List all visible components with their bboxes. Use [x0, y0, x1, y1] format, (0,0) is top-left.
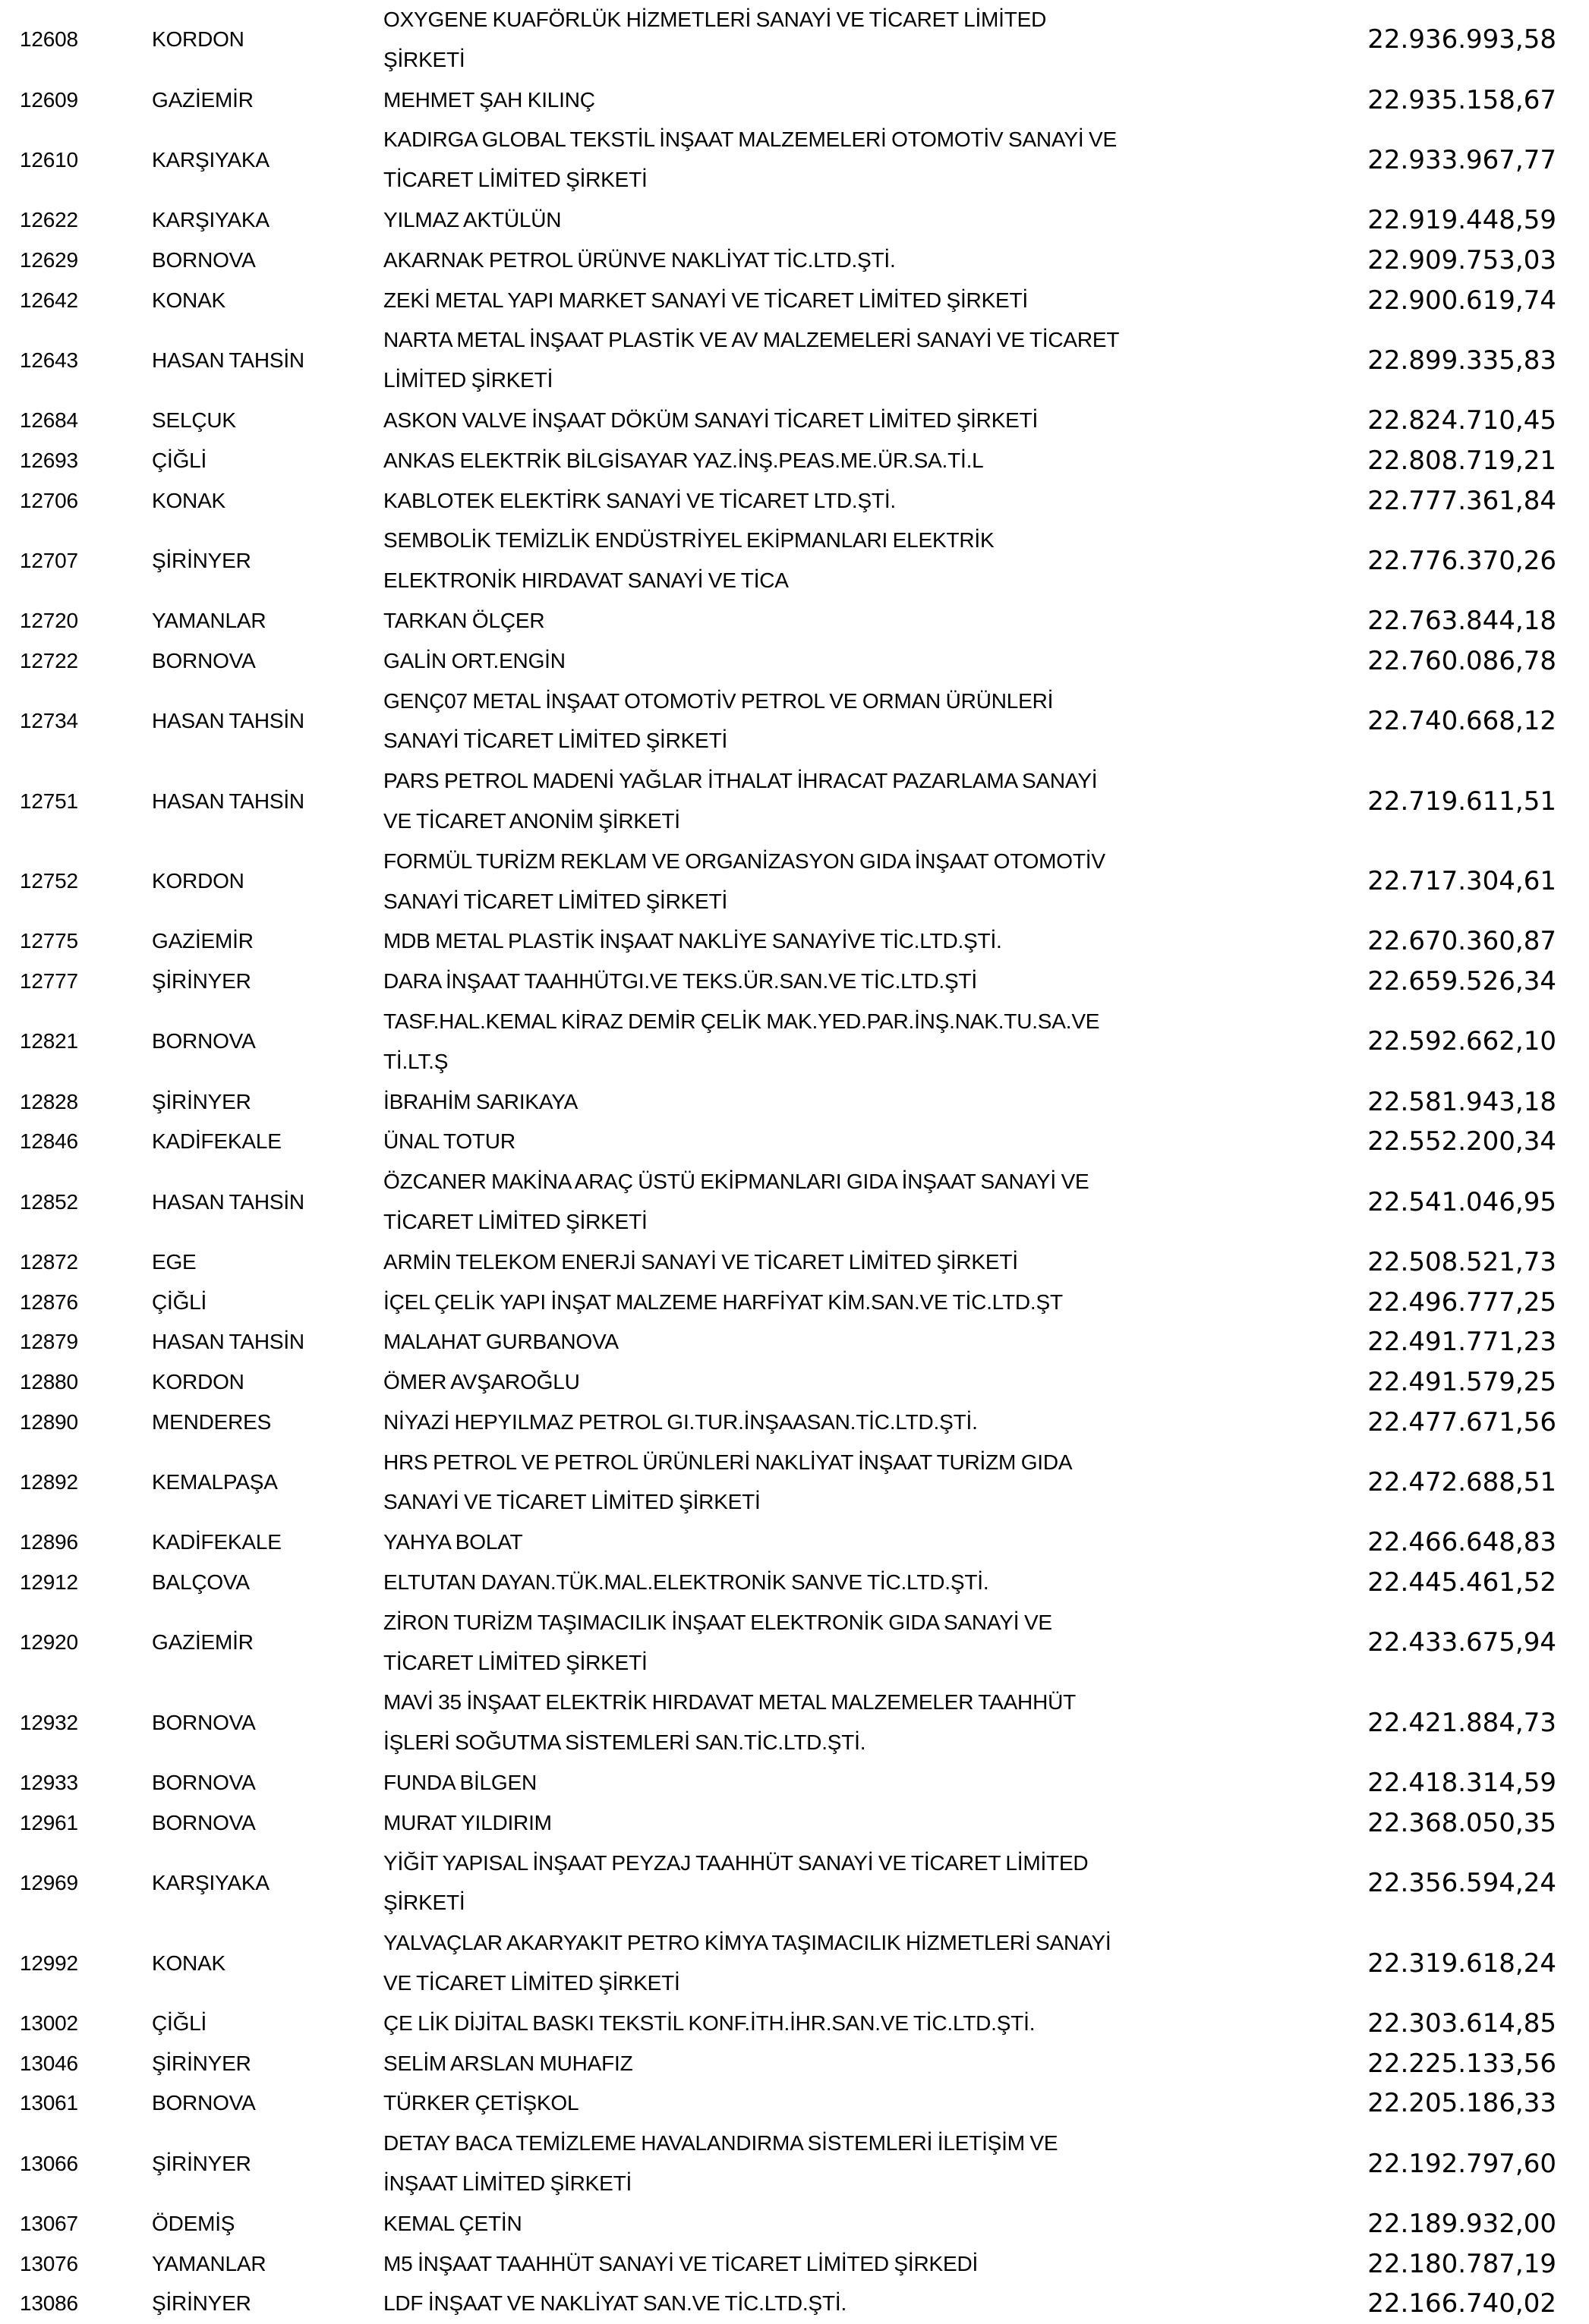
rank-cell: 12608	[20, 27, 78, 52]
amount-cell: 22.303.614,85	[1367, 2008, 1556, 2039]
tax-office-cell: KONAK	[152, 288, 226, 312]
table-row	[0, 1923, 1589, 2004]
amount-cell: 22.900.619,74	[1367, 285, 1556, 316]
taxpayer-name-cell: GENÇ07 METAL İNŞAAT OTOMOTİV PETROL VE ORMAN ÜRÜNLERİ SANAYİ TİCARET LİMİTED ŞİRKETİ	[383, 688, 1054, 753]
tax-office-cell: ŞİRİNYER	[152, 1089, 251, 1113]
table-row	[0, 401, 1589, 441]
amount-cell: 22.496.777,25	[1367, 1286, 1556, 1318]
rank-cell: 12707	[20, 548, 78, 572]
tax-office-cell: BORNOVA	[152, 1710, 256, 1734]
table-row	[0, 1122, 1589, 1162]
taxpayer-name-cell: ANKAS ELEKTRİK BİLGİSAYAR YAZ.İNŞ.PEAS.ME.ÜR.SA.Tİ.L	[383, 448, 984, 472]
table-row	[0, 962, 1589, 1002]
tax-office-cell: EGE	[152, 1249, 197, 1274]
tax-office-cell: ŞİRİNYER	[152, 548, 251, 572]
tax-office-cell: KONAK	[152, 488, 226, 512]
taxpayer-name-cell: ÇE LİK DİJİTAL BASKI TEKSTİL KONF.İTH.İHR.SAN.VE TİC.LTD.ŞTİ.	[383, 2011, 1036, 2035]
amount-cell: 22.581.943,18	[1367, 1086, 1556, 1117]
taxpayer-name-cell: ZİRON TURİZM TAŞIMACILIK İNŞAAT ELEKTRONİK GIDA SANAYİ VE TİCARET LİMİTED ŞİRKETİ	[383, 1610, 1052, 1674]
table-row	[0, 682, 1589, 762]
tax-office-cell: KORDON	[152, 869, 244, 893]
taxpayer-name-cell: MDB METAL PLASTİK İNŞAAT NAKLİYE SANAYİVE TİC.LTD.ŞTİ.	[383, 929, 1002, 953]
tax-office-cell: ŞİRİNYER	[152, 969, 251, 994]
taxpayer-name-cell: ASKON VALVE İNŞAAT DÖKÜM SANAYİ TİCARET LİMİTED ŞİRKETİ	[383, 408, 1039, 432]
taxpayer-name-cell: ELTUTAN DAYAN.TÜK.MAL.ELEKTRONİK SANVE TİC.LTD.ŞTİ.	[383, 1570, 989, 1595]
tax-office-cell: KARŞIYAKA	[152, 1871, 270, 1895]
amount-cell: 22.180.787,19	[1367, 2248, 1556, 2279]
rank-cell: 13061	[20, 2091, 78, 2115]
rank-cell: 12846	[20, 1129, 78, 1154]
tax-office-cell: BORNOVA	[152, 648, 256, 672]
rank-cell: 12932	[20, 1710, 78, 1734]
rank-cell: 12821	[20, 1029, 78, 1053]
rank-cell: 13067	[20, 2211, 78, 2235]
table-row	[0, 921, 1589, 962]
tax-office-cell: BALÇOVA	[152, 1570, 250, 1595]
table-row	[0, 2284, 1589, 2324]
table-row	[0, 1603, 1589, 1683]
tax-office-cell: GAZİEMİR	[152, 1630, 254, 1655]
tax-office-cell: BORNOVA	[152, 1771, 256, 1795]
rank-cell: 12852	[20, 1189, 78, 1214]
table-row	[0, 601, 1589, 641]
table-row	[0, 2044, 1589, 2084]
tax-office-cell: BORNOVA	[152, 1810, 256, 1834]
rank-cell: 12775	[20, 929, 78, 953]
amount-cell: 22.808.719,21	[1367, 445, 1556, 476]
taxpayer-name-cell: YAHYA BOLAT	[383, 1530, 523, 1554]
rank-cell: 12872	[20, 1249, 78, 1274]
amount-cell: 22.592.662,10	[1367, 1026, 1556, 1057]
tax-office-cell: KORDON	[152, 27, 244, 52]
amount-cell: 22.763.844,18	[1367, 605, 1556, 636]
table-row	[0, 120, 1589, 200]
tax-office-cell: YAMANLAR	[152, 608, 266, 632]
taxpayer-name-cell: FORMÜL TURİZM REKLAM VE ORGANİZASYON GIDA İNŞAAT OTOMOTİV SANAYİ TİCARET LİMİTED ŞİRKETİ	[383, 849, 1105, 913]
tax-office-cell: BORNOVA	[152, 247, 256, 272]
rank-cell: 12992	[20, 1951, 78, 1975]
amount-cell: 22.777.361,84	[1367, 485, 1556, 516]
rank-cell: 12622	[20, 207, 78, 231]
tax-office-cell: GAZİEMİR	[152, 87, 254, 112]
amount-cell: 22.933.967,77	[1367, 144, 1556, 175]
amount-cell: 22.445.461,52	[1367, 1567, 1556, 1598]
taxpayer-name-cell: MURAT YILDIRIM	[383, 1810, 552, 1834]
tax-office-cell: KARŞIYAKA	[152, 147, 270, 172]
rank-cell: 13066	[20, 2151, 78, 2175]
taxpayer-name-cell: TARKAN ÖLÇER	[383, 608, 545, 632]
amount-cell: 22.192.797,60	[1367, 2148, 1556, 2179]
taxpayer-name-cell: PARS PETROL MADENİ YAĞLAR İTHALAT İHRACAT PAZARLAMA SANAYİ VE TİCARET ANONİM ŞİRKETİ	[383, 769, 1098, 833]
taxpayer-name-cell: OXYGENE KUAFÖRLÜK HİZMETLERİ SANAYİ VE TİCARET LİMİTED ŞİRKETİ	[383, 8, 1047, 71]
tax-office-cell: ÇİĞLİ	[152, 1290, 207, 1314]
table-row	[0, 320, 1589, 401]
rank-cell: 12892	[20, 1470, 78, 1494]
amount-cell: 22.421.884,73	[1367, 1707, 1556, 1738]
rank-cell: 12610	[20, 147, 78, 172]
tax-office-cell: KARŞIYAKA	[152, 207, 270, 231]
table-row	[0, 1443, 1589, 1523]
rank-cell: 12642	[20, 288, 78, 312]
table-row	[0, 521, 1589, 601]
taxpayer-name-cell: KEMAL ÇETİN	[383, 2211, 522, 2235]
taxpayer-name-cell: NARTA METAL İNŞAAT PLASTİK VE AV MALZEMELERİ SANAYİ VE TİCARET LİMİTED ŞİRKETİ	[383, 328, 1119, 392]
rank-cell: 12969	[20, 1871, 78, 1895]
table-row	[0, 1242, 1589, 1283]
amount-cell: 22.189.932,00	[1367, 2208, 1556, 2239]
taxpayer-name-cell: MAVİ 35 İNŞAAT ELEKTRİK HIRDAVAT METAL MALZEMELER TAAHHÜT İŞLERİ SOĞUTMA SİSTEMLERİ SAN.TİC.LTD.ŞTİ.	[383, 1690, 1076, 1755]
rank-cell: 12752	[20, 869, 78, 893]
table-row	[0, 1002, 1589, 1082]
table-row	[0, 241, 1589, 281]
taxpayer-name-cell: SEMBOLİK TEMİZLİK ENDÜSTRİYEL EKİPMANLARI ELEKTRİK ELEKTRONİK HIRDAVAT SANAYİ VE TİCA	[383, 528, 995, 593]
table-row	[0, 2244, 1589, 2285]
taxpayer-name-cell: AKARNAK PETROL ÜRÜNVE NAKLİYAT TİC.LTD.ŞTİ.	[383, 247, 896, 272]
rank-cell: 12751	[20, 789, 78, 813]
amount-cell: 22.719.611,51	[1367, 786, 1556, 817]
table-row	[0, 2204, 1589, 2244]
rank-cell: 12880	[20, 1370, 78, 1394]
taxpayer-name-cell: FUNDA BİLGEN	[383, 1771, 537, 1795]
amount-cell: 22.477.671,56	[1367, 1406, 1556, 1438]
amount-cell: 22.670.360,87	[1367, 926, 1556, 957]
amount-cell: 22.919.448,59	[1367, 204, 1556, 235]
tax-office-cell: ŞİRİNYER	[152, 2051, 251, 2075]
amount-cell: 22.368.050,35	[1367, 1807, 1556, 1838]
taxpayer-name-cell: TÜRKER ÇETİŞKOL	[383, 2091, 579, 2115]
table-row	[0, 1763, 1589, 1803]
table-row	[0, 1403, 1589, 1443]
taxpayer-name-cell: ARMİN TELEKOM ENERJİ SANAYİ VE TİCARET LİMİTED ŞİRKETİ	[383, 1249, 1018, 1274]
rank-cell: 12643	[20, 348, 78, 372]
tax-office-cell: ÖDEMİŞ	[152, 2211, 235, 2235]
tax-office-cell: HASAN TAHSİN	[152, 708, 304, 732]
table-row	[0, 1162, 1589, 1242]
table-row	[0, 1283, 1589, 1323]
rank-cell: 12629	[20, 247, 78, 272]
amount-cell: 22.936.993,58	[1367, 24, 1556, 55]
amount-cell: 22.552.200,34	[1367, 1126, 1556, 1157]
table-row	[0, 2124, 1589, 2204]
tax-office-cell: ŞİRİNYER	[152, 2151, 251, 2175]
taxpayer-name-cell: MALAHAT GURBANOVA	[383, 1330, 619, 1354]
taxpayer-name-cell: İBRAHİM SARIKAYA	[383, 1089, 579, 1113]
tax-office-cell: HASAN TAHSİN	[152, 1189, 304, 1214]
table-row	[0, 1322, 1589, 1362]
amount-cell: 22.717.304,61	[1367, 866, 1556, 897]
amount-cell: 22.418.314,59	[1367, 1768, 1556, 1799]
rank-cell: 12609	[20, 87, 78, 112]
rank-cell: 13076	[20, 2251, 78, 2275]
tax-office-cell: MENDERES	[152, 1409, 272, 1434]
rank-cell: 12879	[20, 1330, 78, 1354]
tax-office-cell: KORDON	[152, 1370, 244, 1394]
rank-cell: 12920	[20, 1630, 78, 1655]
taxpayer-name-cell: YALVAÇLAR AKARYAKIT PETRO KİMYA TAŞIMACILIK HİZMETLERİ SANAYİ VE TİCARET LİMİTED ŞİRKETİ	[383, 1931, 1111, 1995]
rank-cell: 12876	[20, 1290, 78, 1314]
tax-office-cell: YAMANLAR	[152, 2251, 266, 2275]
table-row	[0, 641, 1589, 682]
table-row	[0, 481, 1589, 521]
tax-office-cell: HASAN TAHSİN	[152, 1330, 304, 1354]
tax-office-cell: KONAK	[152, 1951, 226, 1975]
taxpayer-name-cell: İÇEL ÇELİK YAPI İNŞAT MALZEME HARFİYAT KİM.SAN.VE TİC.LTD.ŞT	[383, 1290, 1063, 1314]
tax-office-cell: ÇİĞLİ	[152, 2011, 207, 2035]
tax-office-cell: KADİFEKALE	[152, 1530, 282, 1554]
rank-cell: 12720	[20, 608, 78, 632]
amount-cell: 22.472.688,51	[1367, 1467, 1556, 1498]
tax-office-cell: ÇİĞLİ	[152, 448, 207, 472]
amount-cell: 22.491.579,25	[1367, 1367, 1556, 1398]
rank-cell: 12912	[20, 1570, 78, 1595]
amount-cell: 22.166.740,02	[1367, 2288, 1556, 2319]
tax-office-cell: HASAN TAHSİN	[152, 789, 304, 813]
table-row	[0, 1082, 1589, 1123]
amount-cell: 22.225.133,56	[1367, 2048, 1556, 2079]
amount-cell: 22.760.086,78	[1367, 645, 1556, 676]
rank-cell: 12961	[20, 1810, 78, 1834]
table-row	[0, 0, 1589, 80]
taxpayer-name-cell: LDF İNŞAAT VE NAKLİYAT SAN.VE TİC.LTD.ŞTİ.	[383, 2291, 847, 2316]
rank-cell: 12890	[20, 1409, 78, 1434]
table-row	[0, 842, 1589, 922]
taxpayer-name-cell: KADIRGA GLOBAL TEKSTİL İNŞAAT MALZEMELERİ OTOMOTİV SANAYİ VE TİCARET LİMİTED ŞİRKETİ	[383, 128, 1117, 192]
table-row	[0, 281, 1589, 321]
table-row	[0, 1803, 1589, 1844]
table-row	[0, 2083, 1589, 2124]
tax-office-cell: GAZİEMİR	[152, 929, 254, 953]
taxpayer-name-cell: ZEKİ METAL YAPI MARKET SANAYİ VE TİCARET LİMİTED ŞİRKETİ	[383, 288, 1029, 312]
table-row	[0, 761, 1589, 842]
rank-cell: 12684	[20, 408, 78, 432]
amount-cell: 22.356.594,24	[1367, 1868, 1556, 1899]
taxpayer-name-cell: GALİN ORT.ENGİN	[383, 648, 566, 672]
tax-office-cell: ŞİRİNYER	[152, 2291, 251, 2316]
rank-cell: 12933	[20, 1771, 78, 1795]
amount-cell: 22.205.186,33	[1367, 2088, 1556, 2119]
rank-cell: 12777	[20, 969, 78, 994]
table-row	[0, 1523, 1589, 1563]
taxpayer-name-cell: DARA İNŞAAT TAAHHÜTGI.VE TEKS.ÜR.SAN.VE TİC.LTD.ŞTİ	[383, 969, 977, 994]
tax-office-cell: KEMALPAŞA	[152, 1470, 278, 1494]
tax-office-cell: BORNOVA	[152, 1029, 256, 1053]
amount-cell: 22.659.526,34	[1367, 966, 1556, 997]
taxpayer-name-cell: NİYAZİ HEPYILMAZ PETROL GI.TUR.İNŞAASAN.TİC.LTD.ŞTİ.	[383, 1409, 978, 1434]
tax-office-cell: SELÇUK	[152, 408, 236, 432]
rank-cell: 12693	[20, 448, 78, 472]
taxpayer-name-cell: HRS PETROL VE PETROL ÜRÜNLERİ NAKLİYAT İNŞAAT TURİZM GIDA SANAYİ VE TİCARET LİMİTED ŞİRKETİ	[383, 1450, 1071, 1514]
table-row	[0, 200, 1589, 241]
amount-cell: 22.491.771,23	[1367, 1327, 1556, 1358]
tax-office-cell: KADİFEKALE	[152, 1129, 282, 1154]
amount-cell: 22.899.335,83	[1367, 345, 1556, 376]
amount-cell: 22.740.668,12	[1367, 705, 1556, 736]
table-row	[0, 80, 1589, 121]
table-row	[0, 1844, 1589, 1924]
tax-office-cell: BORNOVA	[152, 2091, 256, 2115]
taxpayer-name-cell: ÖMER AVŞAROĞLU	[383, 1370, 580, 1394]
amount-cell: 22.909.753,03	[1367, 244, 1556, 276]
taxpayer-name-cell: SELİM ARSLAN MUHAFIZ	[383, 2051, 633, 2075]
rank-cell: 12828	[20, 1089, 78, 1113]
taxpayer-name-cell: ÖZCANER MAKİNA ARAÇ ÜSTÜ EKİPMANLARI GIDA İNŞAAT SANAYİ VE TİCARET LİMİTED ŞİRKETİ	[383, 1170, 1089, 1233]
table-row	[0, 1563, 1589, 1603]
amount-cell: 22.935.158,67	[1367, 84, 1556, 115]
amount-cell: 22.776.370,26	[1367, 545, 1556, 576]
amount-cell: 22.319.618,24	[1367, 1948, 1556, 1979]
rank-cell: 12722	[20, 648, 78, 672]
table-row	[0, 441, 1589, 481]
taxpayer-name-cell: DETAY BACA TEMİZLEME HAVALANDIRMA SİSTEMLERİ İLETİŞİM VE İNŞAAT LİMİTED ŞİRKETİ	[383, 2131, 1058, 2196]
taxpayer-name-cell: MEHMET ŞAH KILINÇ	[383, 87, 595, 112]
rank-cell: 13086	[20, 2291, 78, 2316]
tax-office-cell: HASAN TAHSİN	[152, 348, 304, 372]
amount-cell: 22.508.521,73	[1367, 1246, 1556, 1277]
amount-cell: 22.541.046,95	[1367, 1186, 1556, 1217]
amount-cell: 22.466.648,83	[1367, 1527, 1556, 1558]
table-row	[0, 2004, 1589, 2044]
amount-cell: 22.433.675,94	[1367, 1627, 1556, 1658]
rank-cell: 12896	[20, 1530, 78, 1554]
taxpayer-name-cell: ÜNAL TOTUR	[383, 1129, 515, 1154]
taxpayer-name-cell: M5 İNŞAAT TAAHHÜT SANAYİ VE TİCARET LİMİTED ŞİRKEDİ	[383, 2251, 979, 2275]
taxpayer-name-cell: KABLOTEK ELEKTİRK SANAYİ VE TİCARET LTD.ŞTİ.	[383, 488, 896, 512]
rank-cell: 13046	[20, 2051, 78, 2075]
taxpayer-name-cell: YILMAZ AKTÜLÜN	[383, 207, 562, 231]
rank-cell: 12706	[20, 488, 78, 512]
table-row	[0, 1362, 1589, 1403]
rank-cell: 12734	[20, 708, 78, 732]
taxpayer-name-cell: YİĞİT YAPISAL İNŞAAT PEYZAJ TAAHHÜT SANAYİ VE TİCARET LİMİTED ŞİRKETİ	[383, 1850, 1089, 1915]
taxpayer-name-cell: TASF.HAL.KEMAL KİRAZ DEMİR ÇELİK MAK.YED.PAR.İNŞ.NAK.TU.SA.VE Tİ.LT.Ş	[383, 1009, 1100, 1073]
table-row	[0, 1683, 1589, 1763]
rank-cell: 13002	[20, 2011, 78, 2035]
amount-cell: 22.824.710,45	[1367, 405, 1556, 436]
